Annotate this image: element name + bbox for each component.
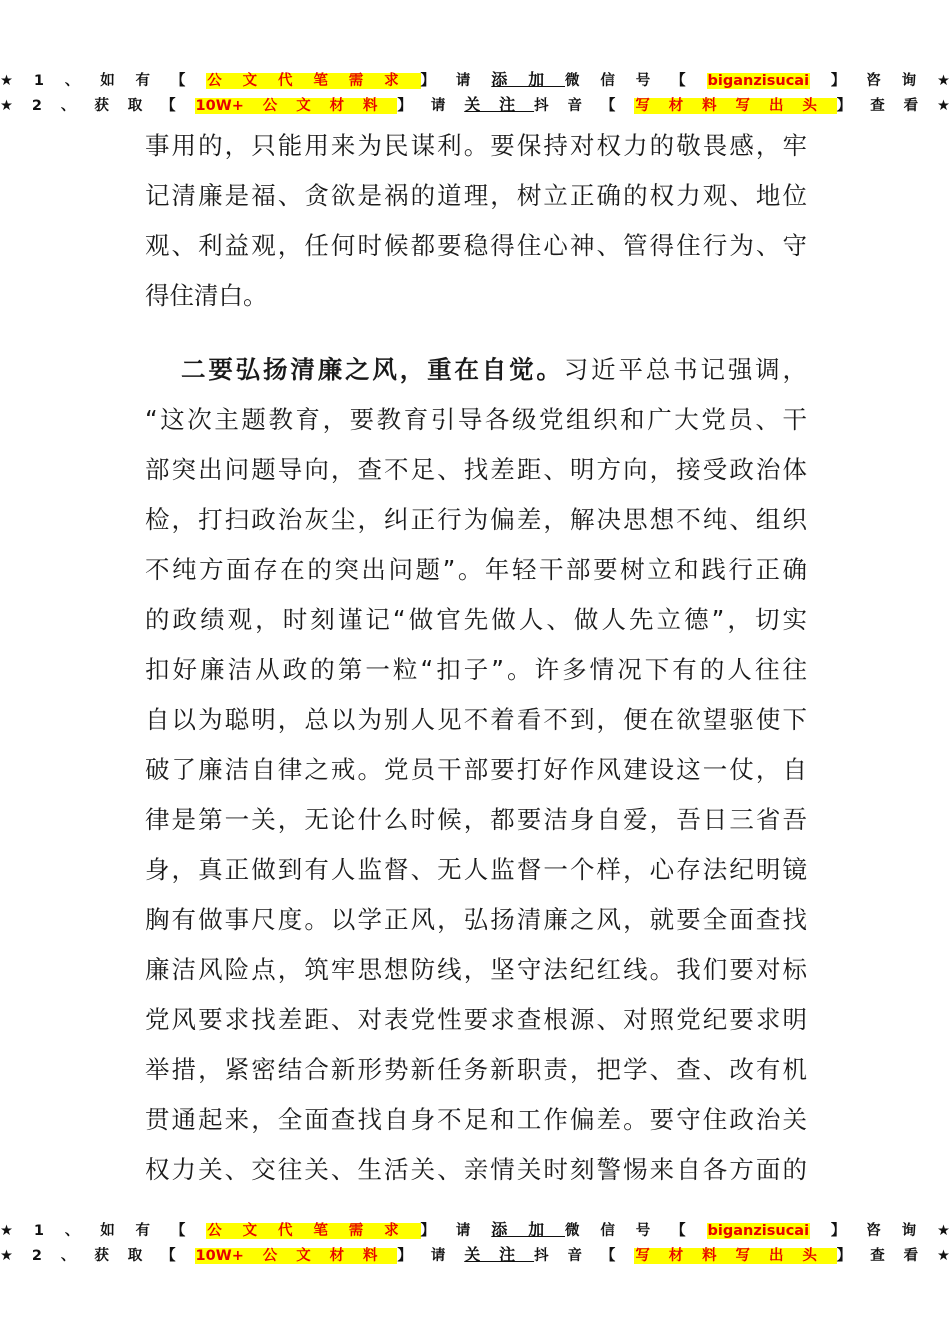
text-line: 身，真正做到有人监督、无人监督一个样，心存法纪明镜 (145, 855, 807, 884)
banner-line-2 (0, 1243, 950, 1268)
text-line: 权力关、交往关、生活关、亲情关时刻警惕来自各方面的 (145, 1155, 807, 1184)
banner-douyin-id: 写材料写出头 (635, 98, 836, 114)
text-line: 胸有做事尺度。以学正风，弘扬清廉之风，就要全面查找 (145, 905, 807, 934)
banner-text: 】请 (397, 98, 465, 114)
text-line: 举措，紧密结合新形势新任务新职责，把学、查、改有机 (145, 1055, 807, 1084)
text-line: 得住清白。 (145, 281, 268, 310)
banner-text: 】请 (420, 1223, 492, 1239)
banner-text: 微信号【 (565, 73, 707, 89)
banner-highlight: 10W+公文材料 (195, 98, 397, 114)
text-line: 廉洁风险点，筑牢思想防线，坚守法纪红线。我们要对标 (145, 955, 807, 984)
text-line: 记清廉是福、贪欲是祸的道理，树立正确的权力观、地位 (145, 181, 807, 210)
document-body (145, 121, 807, 1195)
banner-underlined: 关注 (464, 1245, 535, 1264)
text-line: 检，打扫政治灰尘，纠正行为偏差，解决思想不纯、组织 (145, 505, 807, 534)
banner-text: ★1、如有【 (0, 1223, 207, 1239)
banner-line-2 (0, 93, 950, 118)
text-line: 部突出问题导向，查不足、找差距、明方向，接受政治体 (145, 455, 807, 484)
text-line: 观、利益观，任何时候都要稳得住心神、管得住行为、守 (145, 231, 807, 260)
banner-underlined: 关注 (464, 95, 535, 114)
banner-highlight: 公文代笔需求 (207, 73, 420, 89)
paragraph-1 (145, 121, 807, 321)
banner-text: 】请 (397, 1248, 465, 1264)
header-banner (0, 68, 950, 118)
banner-line-1 (0, 1218, 950, 1243)
text-line: 扣好廉洁从政的第一粒“扣子”。许多情况下有的人往往 (145, 655, 807, 684)
text-line: 事用的，只能用来为民谋利。要保持对权力的敬畏感，牢 (145, 131, 807, 160)
text-line: 贯通起来，全面查找自身不足和工作偏差。要守住政治关 (145, 1105, 807, 1134)
text-line: 不纯方面存在的突出问题”。年轻干部要树立和践行正确 (145, 555, 807, 584)
paragraph-2 (145, 345, 807, 1195)
banner-underlined: 添加 (491, 1220, 566, 1239)
banner-text: ★1、如有【 (0, 73, 207, 89)
banner-text: 】请 (420, 73, 492, 89)
banner-text: 】咨询★ (810, 1223, 950, 1239)
text-line: 律是第一关，无论什么时候，都要洁身自爱，吾日三省吾 (145, 805, 807, 834)
banner-text: 抖音【 (534, 98, 635, 114)
text-line: 党风要求找差距、对表党性要求查根源、对照党纪要求明 (145, 1005, 807, 1034)
banner-wechat-id: biganzisucai (707, 73, 810, 89)
banner-text: 抖音【 (534, 1248, 635, 1264)
section-heading: 二要弘扬清廉之风，重在自觉。 (181, 355, 564, 384)
text-line: 的政绩观，时刻谨记“做官先做人、做人先立德”，切实 (145, 605, 807, 634)
banner-highlight: 公文代笔需求 (207, 1223, 420, 1239)
banner-text: 】查看★ (836, 1248, 950, 1264)
banner-text: 】查看★ (836, 98, 950, 114)
footer-banner (0, 1218, 950, 1268)
banner-text: ★2、获取【 (0, 98, 195, 114)
banner-douyin-id: 写材料写出头 (635, 1248, 836, 1264)
banner-text: ★2、获取【 (0, 1248, 195, 1264)
text-line: 破了廉洁自律之戒。党员干部要打好作风建设这一仗，自 (145, 755, 807, 784)
banner-text: 】咨询★ (810, 73, 950, 89)
text-run: 习近平总书记强调， (563, 355, 808, 384)
banner-highlight: 10W+公文材料 (195, 1248, 397, 1264)
banner-underlined: 添加 (491, 70, 566, 89)
banner-text: 微信号【 (565, 1223, 707, 1239)
text-line: “这次主题教育，要教育引导各级党组织和广大党员、干 (145, 405, 807, 434)
text-line: 自以为聪明，总以为别人见不着看不到，便在欲望驱使下 (145, 705, 807, 734)
text-line (145, 345, 807, 395)
banner-wechat-id: biganzisucai (707, 1223, 810, 1239)
banner-line-1 (0, 68, 950, 93)
